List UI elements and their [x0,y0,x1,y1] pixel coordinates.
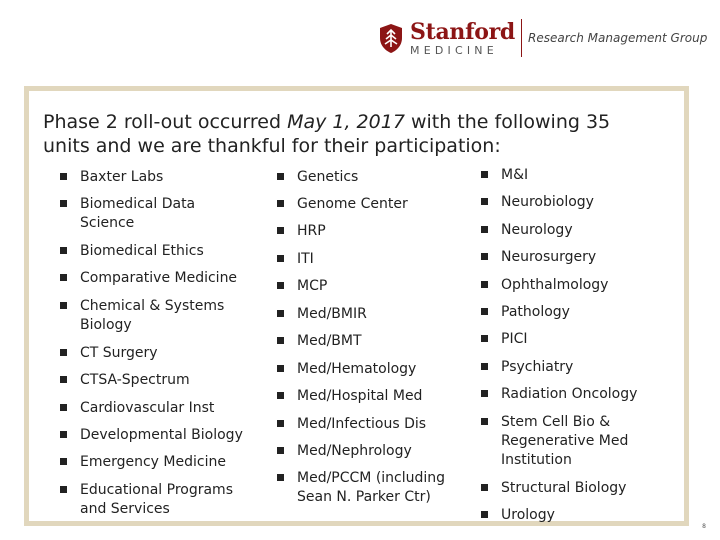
header-divider [521,19,522,57]
bullet-icon [60,458,67,465]
list-item: Structural Biology [481,479,671,498]
list-item: CT Surgery [60,344,260,363]
bullet-icon [277,392,284,399]
stanford-seal-icon [378,22,404,54]
bullet-icon [481,226,488,233]
bullet-icon [481,418,488,425]
list-item: Biomedical Data Science [60,195,220,233]
bullet-icon [60,274,67,281]
bullet-icon [481,281,488,288]
list-item: Med/Hematology [277,360,477,379]
list-item: Neurology [481,221,671,240]
wordmark [410,18,516,57]
list-item: Emergency Medicine [60,453,275,472]
bullet-icon [60,173,67,180]
intro-part2: with the following 35 units and we are thankful for their participation: [43,111,611,157]
bullet-icon [481,198,488,205]
bullet-icon [277,365,284,372]
header [378,18,707,58]
bullet-icon [277,200,284,207]
list-item: Urology [481,506,671,525]
bullet-icon [277,420,284,427]
bullet-icon [481,484,488,491]
list-item: Chemical & Systems Biology [60,297,250,335]
list-item: Med/PCCM (including Sean N. Parker Ctr) [277,469,477,507]
list-item: Educational Programs and Services [60,481,255,519]
list-item: M&I [481,166,671,185]
page-number: 8 [702,523,706,530]
list-item: Comparative Medicine [60,269,270,288]
list-item: Genetics [277,168,467,187]
list-item: PICI [481,330,671,349]
list-item: Cardiovascular Inst [60,399,260,418]
list-item: Med/Hospital Med [277,387,482,406]
bullet-icon [60,247,67,254]
bullet-icon [60,486,67,493]
list-item: Neurobiology [481,193,671,212]
bullet-icon [60,404,67,411]
bullet-icon [60,349,67,356]
list-item: Med/BMT [277,332,467,351]
bullet-icon [277,447,284,454]
list-item: Stem Cell Bio & Regenerative Med Institution [481,413,661,470]
bullet-icon [277,227,284,234]
intro-date: May 1, 2017 [287,111,405,133]
bullet-icon [60,376,67,383]
bullet-icon [60,431,67,438]
list-item: Baxter Labs [60,168,260,187]
intro-part1: Phase 2 roll-out occurred [43,111,288,133]
group-name: Research Management Group [528,31,708,45]
list-item: Biomedical Ethics [60,242,260,261]
bullet-icon [481,335,488,342]
bullet-icon [277,474,284,481]
bullet-icon [277,337,284,344]
bullet-icon [60,302,67,309]
bullet-icon [277,173,284,180]
list-item: CTSA-Spectrum [60,371,260,390]
list-item: Neurosurgery [481,248,671,267]
brand-sub: MEDICINE [410,43,498,57]
bullet-icon [277,282,284,289]
bullet-icon [481,511,488,518]
brand-name: Stanford [410,18,516,45]
list-item: Pathology [481,303,671,322]
list-item: ITI [277,250,467,269]
list-item: Med/Nephrology [277,442,482,461]
list-item: Radiation Oncology [481,385,686,404]
bullet-icon [481,171,488,178]
list-item: MCP [277,277,467,296]
bullet-icon [481,363,488,370]
list-item: Ophthalmology [481,276,671,295]
list-item: Psychiatry [481,358,671,377]
list-item: HRP [277,222,467,241]
bullet-icon [481,390,488,397]
list-item: Med/BMIR [277,305,467,324]
bullet-icon [277,255,284,262]
bullet-icon [481,308,488,315]
list-item: Developmental Biology [60,426,275,445]
bullet-icon [481,253,488,260]
intro-text [43,110,643,158]
bullet-icon [60,200,67,207]
list-item: Med/Infectious Dis [277,415,482,434]
bullet-icon [277,310,284,317]
list-item: Genome Center [277,195,467,214]
